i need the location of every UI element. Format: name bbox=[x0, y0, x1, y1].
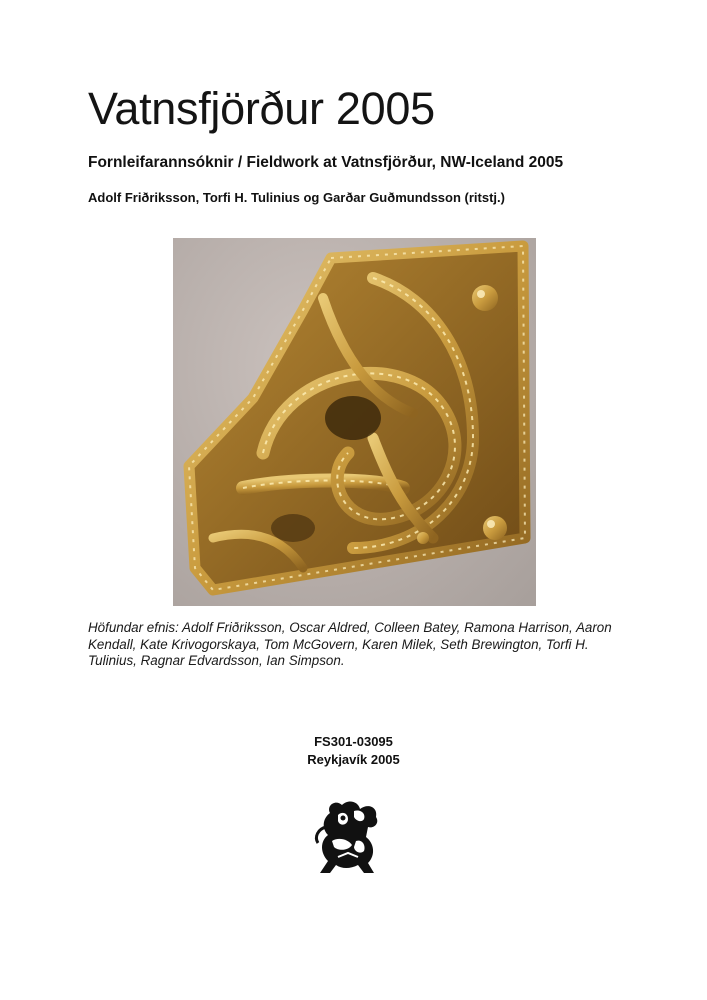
page-title: Vatnsfjörður 2005 bbox=[88, 83, 435, 134]
cover-photo bbox=[173, 238, 536, 606]
report-number: FS301-03095 bbox=[314, 734, 393, 749]
place-year: Reykjavík 2005 bbox=[307, 752, 400, 767]
authors-paragraph: Höfundar efnis: Adolf Friðriksson, Oscar Aldred, Colleen Batey, Ramona Harrison, Aaron Kendall, Kate Krivogorskaya, Tom McGovern, Karen Milek, Seth Brewington, Torfi H. Tulinius, Ragnar Edvardsson, Ian Simpson. bbox=[88, 620, 612, 668]
editors-line: Adolf Friðriksson, Torfi H. Tulinius og Garðar Guðmundsson (ritstj.) bbox=[88, 190, 505, 205]
page-subtitle: Fornleifarannsóknir / Fieldwork at Vatnsfjörður, NW-Iceland 2005 bbox=[88, 154, 564, 171]
animal-figure-logo-icon bbox=[308, 793, 394, 879]
